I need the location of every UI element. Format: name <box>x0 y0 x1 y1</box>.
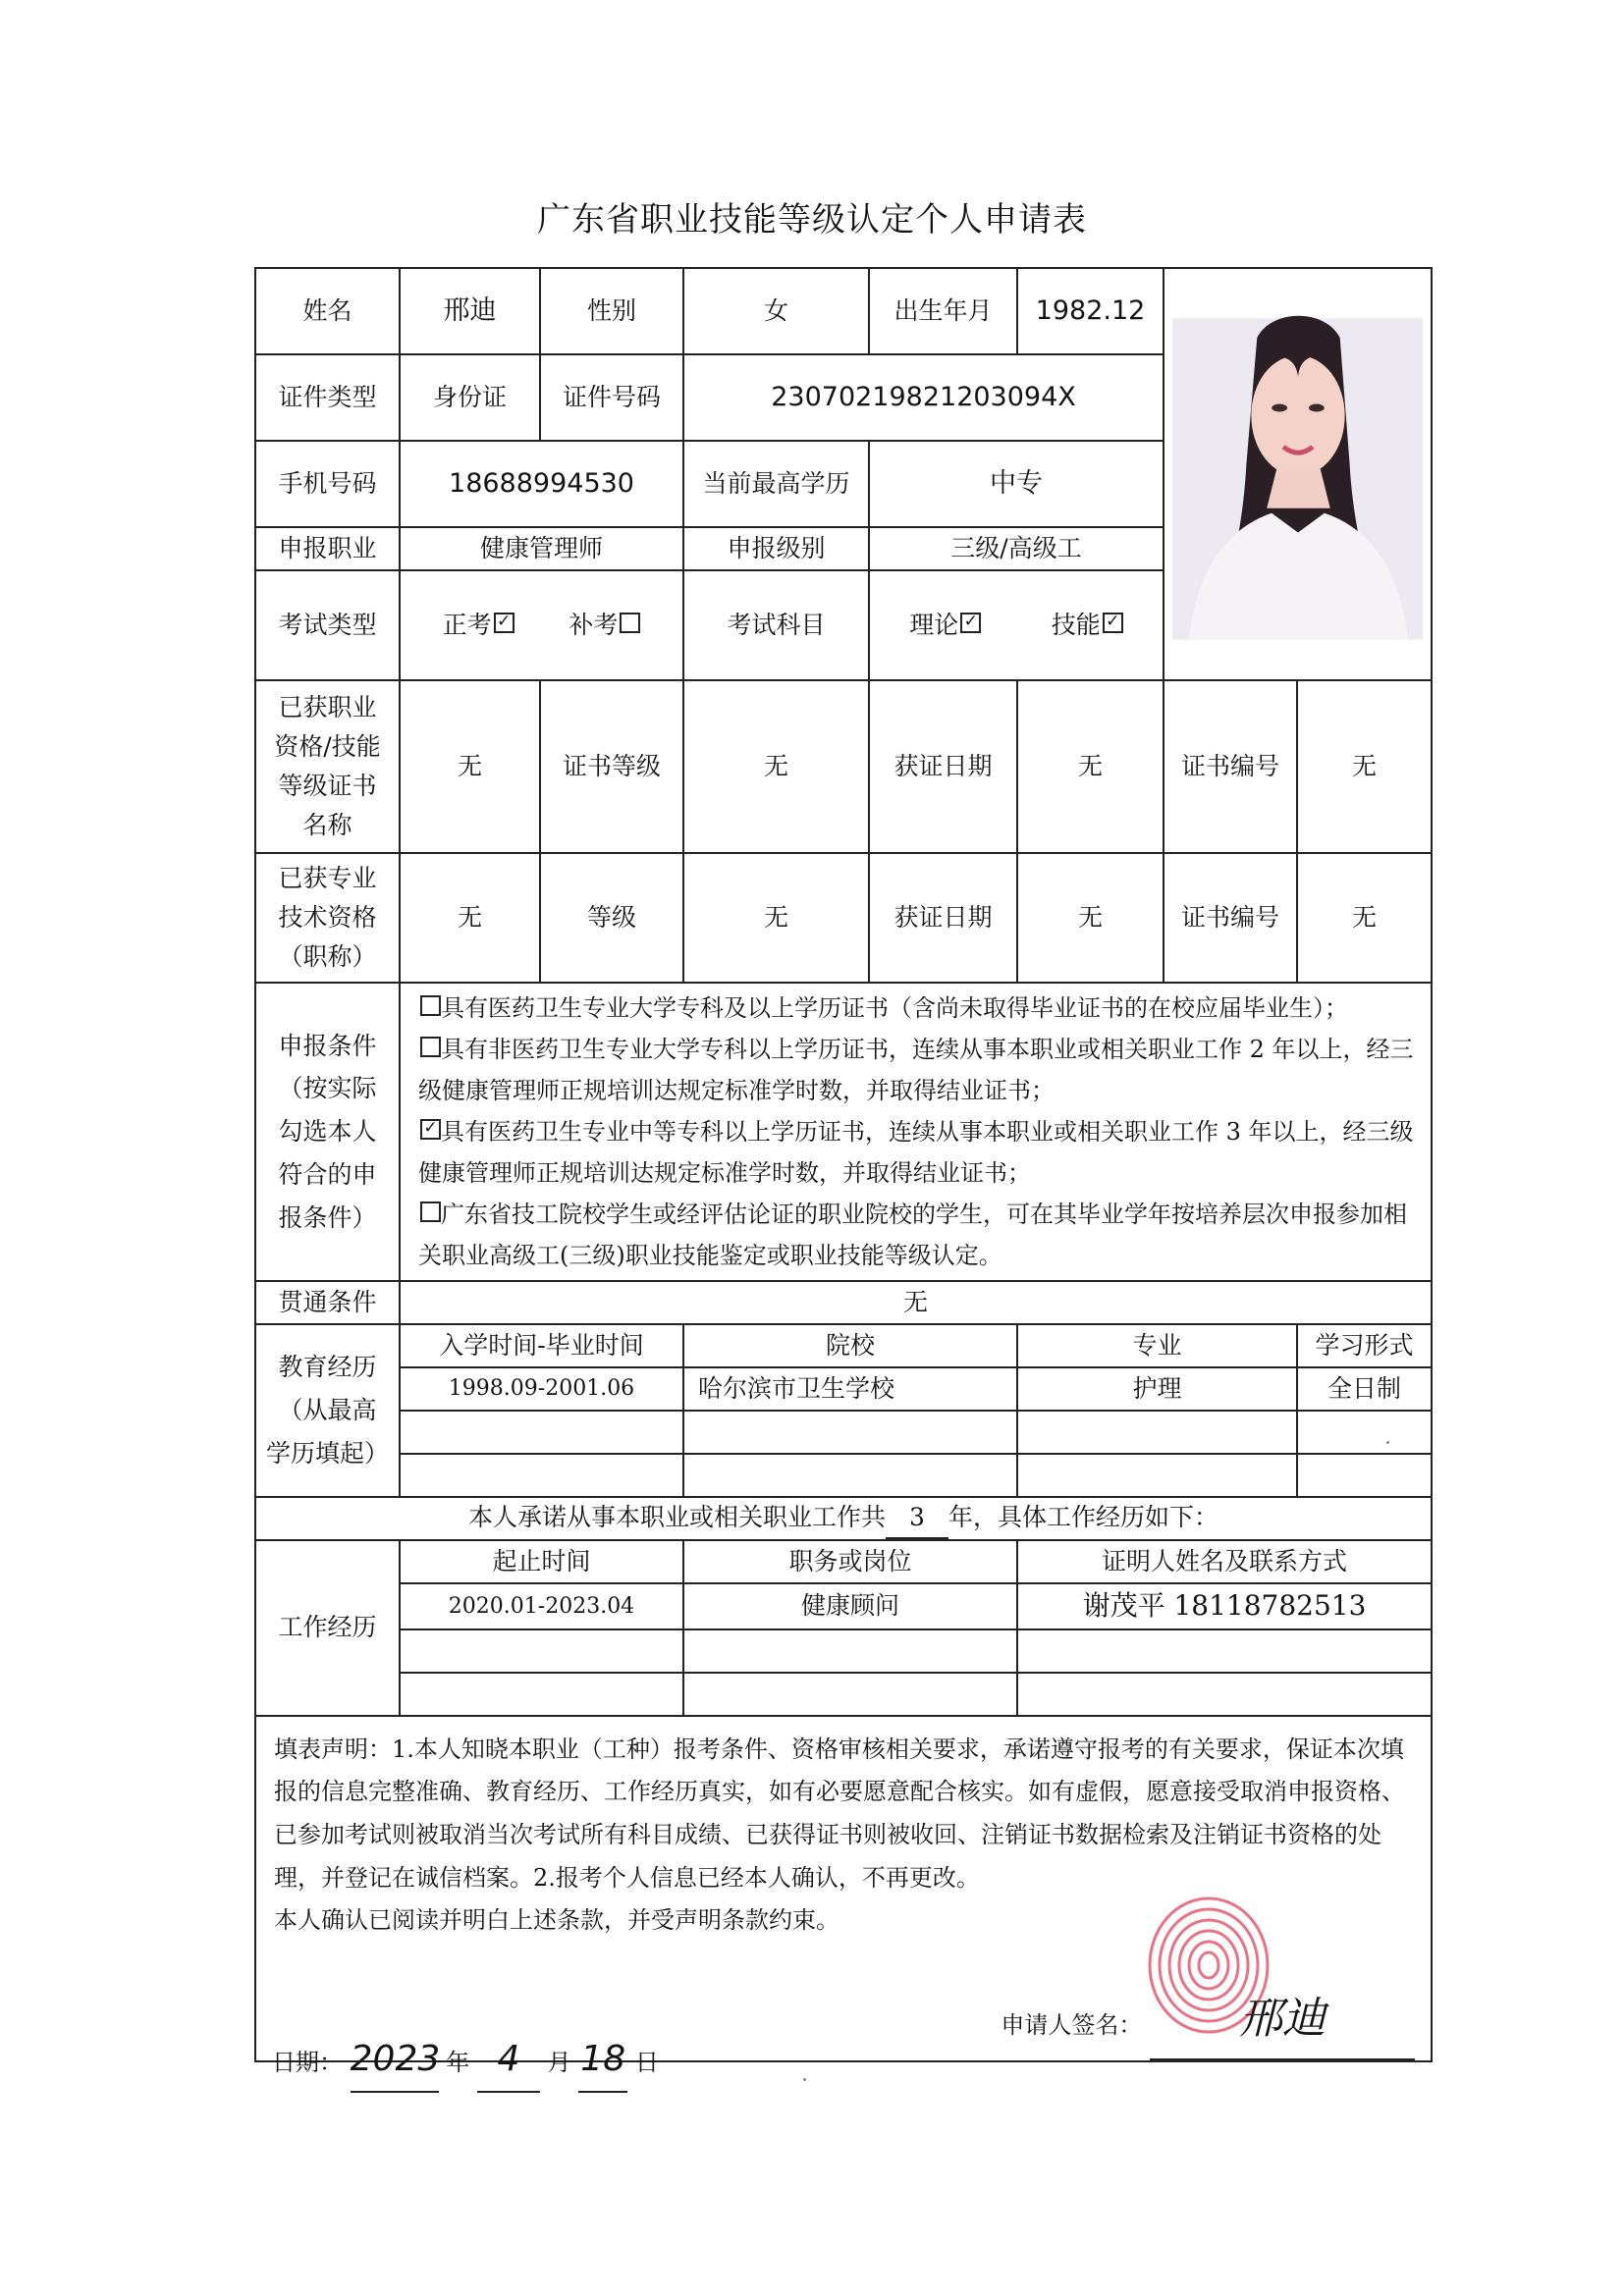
date-month[interactable]: 4 <box>477 2027 540 2094</box>
birth-label: 出生年月 <box>869 268 1017 354</box>
education-level-label: 当前最高学历 <box>683 441 869 527</box>
edu-row-period[interactable]: 1998.09-2001.06 <box>400 1367 683 1411</box>
work-header-position: 职务或岗位 <box>683 1540 1017 1583</box>
work-header-period: 起止时间 <box>400 1540 683 1583</box>
date-day[interactable]: 18 <box>578 2027 627 2094</box>
edu-header-mode: 学习形式 <box>1297 1324 1432 1367</box>
phone-value[interactable]: 18688994530 <box>400 441 683 527</box>
exam-makeup-checkbox[interactable] <box>620 613 640 633</box>
scan-speck <box>1386 1441 1389 1444</box>
subject-theory-option[interactable]: 理论 ✓ <box>909 611 981 639</box>
application-form-table <box>254 267 1433 2079</box>
occupation-value[interactable]: 健康管理师 <box>400 527 683 570</box>
edu-row-major[interactable] <box>1017 1454 1297 1497</box>
through-condition-label: 贯通条件 <box>255 1281 400 1324</box>
subject-skill-option[interactable]: 技能 ✓ <box>1052 611 1123 639</box>
name-value[interactable]: 邢迪 <box>400 268 540 354</box>
condition-checkbox[interactable] <box>420 1037 441 1057</box>
occupation-label: 申报职业 <box>255 527 400 570</box>
cert-date-label: 获证日期 <box>869 680 1017 853</box>
title-date-value[interactable]: 无 <box>1017 853 1164 983</box>
condition-item[interactable]: 具有非医药卫生专业大学专科以上学历证书，连续从事本职业或相关职业工作 2 年以上，经三级健康管理师正规培训达规定标准学时数，并取得结业证书； <box>418 1036 1414 1104</box>
id-number-label: 证件号码 <box>540 354 683 441</box>
condition-item[interactable]: 广东省技工院校学生或经评估论证的职业院校的学生，可在其毕业学年按培养层次申报参加相关职业高级工(三级)职业技能鉴定或职业技能等级认定。 <box>418 1201 1407 1269</box>
edu-row-major[interactable]: 护理 <box>1017 1367 1297 1411</box>
scan-speck <box>803 2078 806 2081</box>
signature-field[interactable] <box>1150 1980 1415 2060</box>
edu-header-period: 入学时间-毕业时间 <box>400 1324 683 1367</box>
applicant-photo <box>1164 269 1431 679</box>
work-row-reference[interactable] <box>1017 1629 1432 1673</box>
date-line: 日期： 2023 年 4 月 18 日 <box>272 2027 659 2094</box>
id-type-value[interactable]: 身份证 <box>400 354 540 441</box>
edu-header-school: 院校 <box>683 1324 1017 1367</box>
subject-theory-checkbox[interactable]: ✓ <box>960 613 981 633</box>
cert-date-value[interactable]: 无 <box>1017 680 1164 853</box>
exam-subject-label: 考试科目 <box>683 570 869 680</box>
exam-subject-options <box>869 570 1164 680</box>
exam-makeup-option[interactable]: 补考 <box>568 611 640 639</box>
grade-value[interactable]: 无 <box>683 853 869 983</box>
exam-type-label: 考试类型 <box>255 570 400 680</box>
subject-skill-checkbox[interactable]: ✓ <box>1103 613 1123 633</box>
declaration-section <box>255 1716 1432 2079</box>
conditions-list <box>400 983 1432 1281</box>
gender-label: 性别 <box>540 268 683 354</box>
grade-label: 等级 <box>540 853 683 983</box>
phone-label: 手机号码 <box>255 441 400 527</box>
edu-row-school[interactable]: 哈尔滨市卫生学校 <box>683 1367 1017 1411</box>
education-level-value[interactable]: 中专 <box>869 441 1164 527</box>
professional-title-label: 已获专业 技术资格 （职称） <box>255 853 400 983</box>
apply-level-label: 申报级别 <box>683 527 869 570</box>
date-label: 日期： <box>272 2048 343 2076</box>
condition-checkbox[interactable]: ✓ <box>420 1119 441 1140</box>
edu-row-period[interactable] <box>400 1411 683 1454</box>
work-commitment: 本人承诺从事本职业或相关职业工作共 3 年，具体工作经历如下： <box>255 1497 1432 1540</box>
condition-checkbox[interactable] <box>420 1201 441 1222</box>
condition-checkbox[interactable] <box>420 995 441 1016</box>
exam-type-options <box>400 570 683 680</box>
id-number-value[interactable]: 23070219821203094X <box>683 354 1164 441</box>
work-row-period[interactable] <box>400 1673 683 1716</box>
declaration-text: 填表声明：1.本人知晓本职业（工种）报考条件、资格审核相关要求，承诺遵守报考的有关要求，保证本次填报的信息完整准确、教育经历、工作经历真实，如有必要愿意配合核实。如有虚假，愿意接受取消申报资格、已参加考试则被取消当次考试所有科目成绩、已获得证书则被收回、注销证书数据检索及注销证书资格的处理，并登记在诚信档案。2.报考个人信息已经本人确认，不再更改。 <box>274 1735 1405 1892</box>
work-header-reference: 证明人姓名及联系方式 <box>1017 1540 1432 1583</box>
work-row-reference[interactable]: 谢茂平 18118782513 <box>1017 1583 1432 1629</box>
work-years[interactable]: 3 <box>886 1498 948 1539</box>
edu-row-school[interactable] <box>683 1454 1017 1497</box>
vocational-cert-name[interactable]: 无 <box>400 680 540 853</box>
declaration-confirm: 本人确认已阅读并明白上述条款，并受声明条款约束。 <box>274 1906 839 1935</box>
name-label: 姓名 <box>255 268 400 354</box>
edu-row-mode[interactable] <box>1297 1454 1432 1497</box>
work-experience-label: 工作经历 <box>255 1540 400 1716</box>
work-row-period[interactable] <box>400 1629 683 1673</box>
work-row-reference[interactable] <box>1017 1673 1432 1716</box>
date-year[interactable]: 2023 <box>351 2027 439 2094</box>
edu-row-mode[interactable] <box>1297 1411 1432 1454</box>
exam-normal-option[interactable]: 正考 ✓ <box>443 611 514 639</box>
apply-level-value[interactable]: 三级/高级工 <box>869 527 1164 570</box>
birth-value[interactable]: 1982.12 <box>1017 268 1164 354</box>
edu-row-period[interactable] <box>400 1454 683 1497</box>
title-number-label: 证书编号 <box>1164 853 1297 983</box>
cert-number-value[interactable]: 无 <box>1297 680 1432 853</box>
exam-normal-checkbox[interactable]: ✓ <box>494 613 514 633</box>
cert-level-value[interactable]: 无 <box>683 680 869 853</box>
signature-line <box>1001 1980 1415 2060</box>
work-row-position[interactable]: 健康顾问 <box>683 1583 1017 1629</box>
form-title: 广东省职业技能等级认定个人申请表 <box>537 200 1087 240</box>
cert-level-label: 证书等级 <box>540 680 683 853</box>
condition-item[interactable]: 具有医药卫生专业大学专科及以上学历证书（含尚未取得毕业证书的在校应届毕业生）； <box>418 988 1421 1029</box>
edu-row-mode[interactable]: 全日制 <box>1297 1367 1432 1411</box>
edu-row-major[interactable] <box>1017 1411 1297 1454</box>
title-number-value[interactable]: 无 <box>1297 853 1432 983</box>
condition-item[interactable]: ✓ 具有医药卫生专业中等专科以上学历证书，连续从事本职业或相关职业工作 3 年以上，经三级健康管理师正规培训达规定标准学时数，并取得结业证书； <box>418 1118 1414 1187</box>
title-date-label: 获证日期 <box>869 853 1017 983</box>
vocational-cert-label: 已获职业 资格/技能 等级证书 名称 <box>255 680 400 853</box>
work-row-period[interactable]: 2020.01-2023.04 <box>400 1583 683 1629</box>
professional-title-name[interactable]: 无 <box>400 853 540 983</box>
edu-row-school[interactable] <box>683 1411 1017 1454</box>
id-type-label: 证件类型 <box>255 354 400 441</box>
edu-header-major: 专业 <box>1017 1324 1297 1367</box>
signature-label: 申请人签名： <box>1001 2010 1143 2039</box>
conditions-label: 申报条件 （按实际 勾选本人 符合的申 报条件） <box>255 983 400 1281</box>
through-condition-value[interactable]: 无 <box>400 1281 1432 1324</box>
signature: 邢迪 <box>1239 1993 1326 2044</box>
cert-number-label: 证书编号 <box>1164 680 1297 853</box>
photo-cell <box>1164 268 1432 680</box>
education-label: 教育经历 （从最高 学历填起） <box>255 1324 400 1497</box>
gender-value[interactable]: 女 <box>683 268 869 354</box>
work-row-position[interactable] <box>683 1629 1017 1673</box>
work-row-position[interactable] <box>683 1673 1017 1716</box>
